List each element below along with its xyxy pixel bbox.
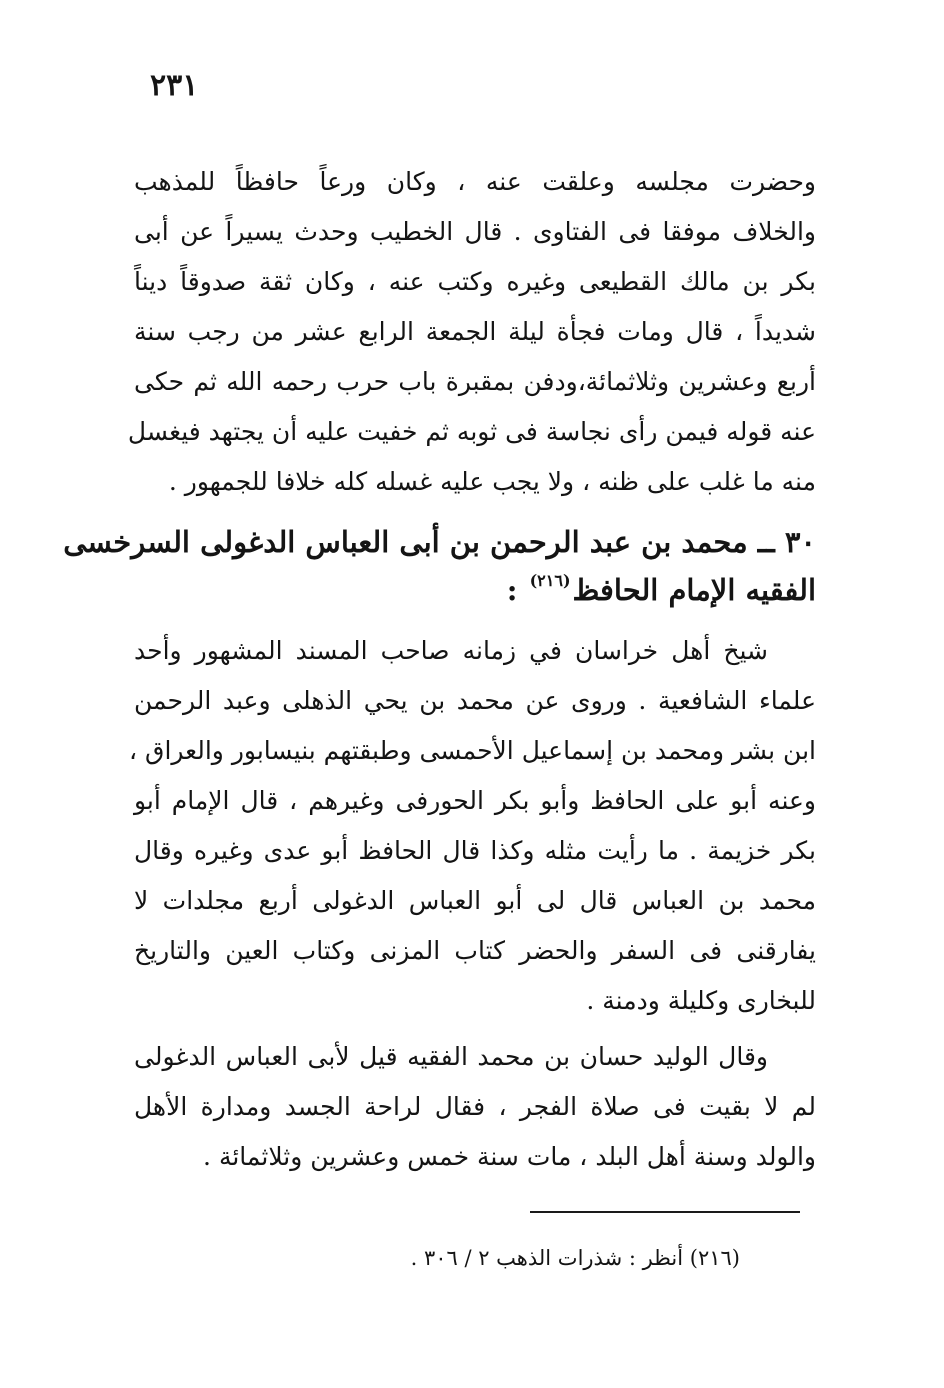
text-line: محمد بن العباس قال لى أبو العباس الدغولى أربع مجلدات لا [134, 886, 816, 915]
text-line: يفارقنى فى السفر والحضر كتاب المزنى وكتاب العين والتاريخ [134, 936, 816, 965]
footnote: (٢١٦) أنظر : شذرات الذهب ٢ / ٣٠٦ . [410, 1246, 740, 1270]
heading-line-2 [140, 571, 816, 607]
text-line: أربع وعشرين وثلاثمائة،ودفن بمقبرة باب حرب رحمه الله ثم حكى [134, 367, 816, 396]
heading-line-1: ٣٠ ــ محمد بن عبد الرحمن بن أبى العباس الدغولى السرخسى [63, 525, 816, 559]
text-line: منه ما غلب على ظنه ، ولا يجب عليه غسله كله خلافا للجمهور . [168, 467, 816, 496]
entry-heading [63, 525, 816, 607]
paragraph-3 [134, 1038, 816, 1169]
text-line: بكر خزيمة . ما رأيت مثله وكذا قال الحافظ أبو عدى وغيره وقال [134, 836, 816, 865]
text-line: علماء الشافعية . وروى عن محمد بن يحي الذهلى وعبد الرحمن [134, 686, 816, 715]
text-line: عنه قوله فيمن رأى نجاسة فى ثوبه ثم خفيت عليه أن يجتهد فيغسل [127, 417, 816, 446]
heading-colon: : [506, 573, 518, 607]
text-line: شديداً ، قال ومات فجأة ليلة الجمعة الرابع عشر من رجب سنة [134, 317, 816, 346]
paragraph-2 [129, 632, 816, 1015]
text-line: والخلاف موفقا فى الفتاوى . قال الخطيب وحدث يسيراً عن أبى [134, 217, 816, 246]
text-line: وعنه أبو على الحافظ وأبو بكر الحورفى وغيرهم ، قال الإمام أبو [134, 786, 816, 815]
text-line: للبخارى وكليلة ودمنة . [586, 986, 816, 1015]
text-line: بكر بن مالك القطيعى وغيره وكتب عنه ، وكان ثقة صدوقاً ديناً [134, 267, 816, 296]
text-line: شيخ أهل خراسان في زمانه صاحب المسند المشهور وأحد [134, 636, 768, 665]
footnote-divider [530, 1211, 800, 1213]
text-line: وقال الوليد حسان بن محمد الفقيه قيل لأبى العباس الدغولى [134, 1042, 768, 1071]
text-line: والولد وسنة أهل البلد ، مات سنة خمس وعشرين وثلاثمائة . [203, 1142, 816, 1171]
paragraph-1 [127, 163, 816, 496]
footnote-reference: (٢١٦) [529, 571, 571, 590]
text-line: ابن بشر ومحمد بن إسماعيل الأحمسى وطبقتهم بنيسابور والعراق ، [129, 736, 816, 765]
text-line: وحضرت مجلسه وعلقت عنه ، وكان ورعاً حافظاً للمذهب [134, 167, 816, 196]
heading-title: الفقيه الإمام الحافظ [572, 573, 816, 607]
text-line: لم لا بقيت فى صلاة الفجر ، فقال لراحة الجسد ومدارة الأهل [134, 1092, 816, 1121]
page-number: ٢٣١ [150, 68, 199, 103]
